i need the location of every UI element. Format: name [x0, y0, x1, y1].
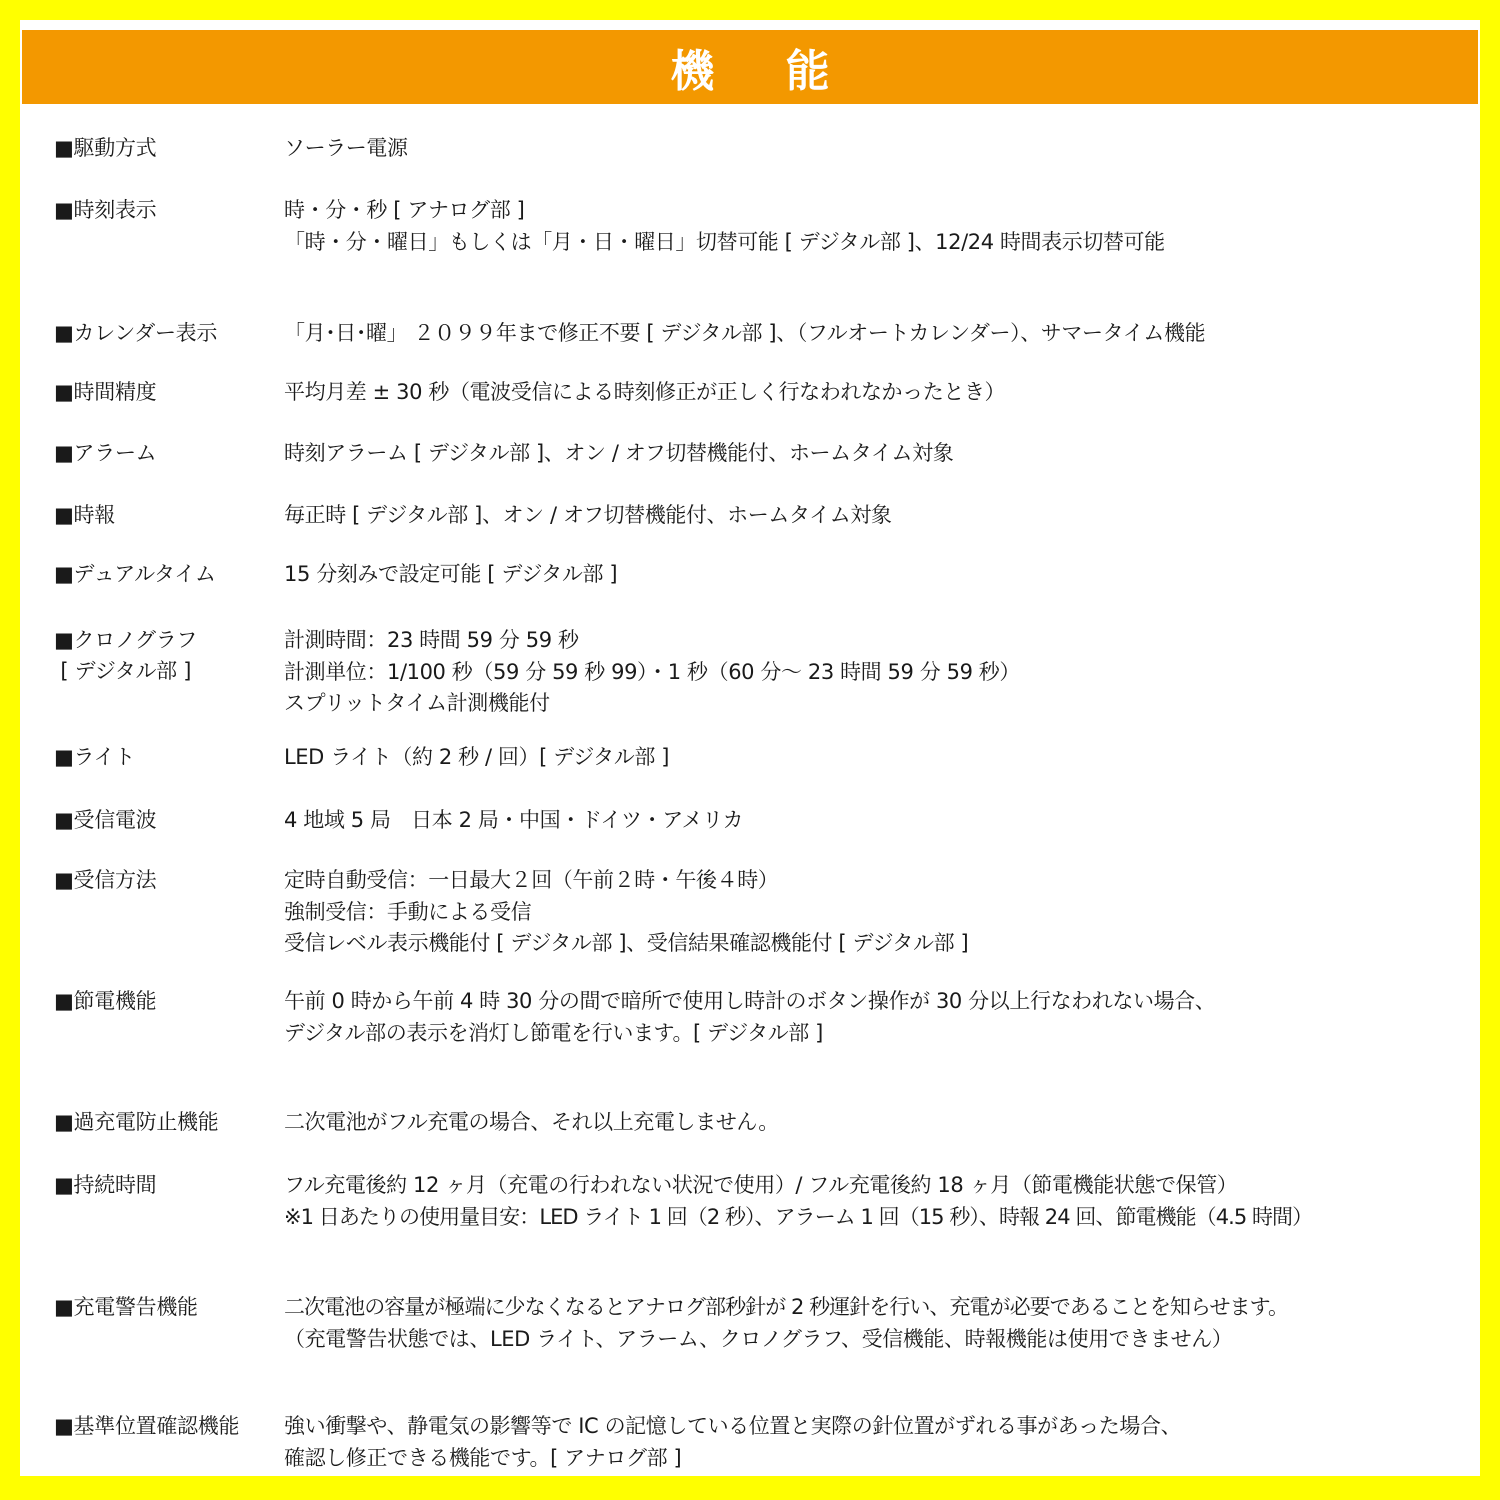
spec-value-line: ソーラー電源: [284, 136, 408, 160]
spec-value-line: 平均月差 ± 30 秒（電波受信による時刻修正が正しく行なわれなかったとき）: [284, 380, 1006, 404]
spec-value: [284, 438, 1474, 470]
spec-value-line: フル充電後約 12 ヶ月（充電の行われない状況で使用）/ フル充電後約 18 ヶ月（節電機能状態で保管）: [284, 1173, 1238, 1197]
spec-value: [284, 1107, 1474, 1139]
spec-value-line: 午前 0 時から午前 4 時 30 分の間で暗所で使用し時計のボタン操作が 30 分以上行なわれない場合、: [284, 989, 1216, 1013]
spec-label: ■受信方法: [54, 868, 157, 892]
spec-value-line: 定時自動受信：一日最大２回（午前２時・午後４時）: [284, 868, 779, 892]
spec-value: [284, 986, 1474, 1049]
spec-value: [284, 1292, 1474, 1355]
spec-label: ■クロノグラフ [ デジタル部 ]: [54, 628, 198, 683]
section-header: [22, 30, 1478, 104]
spec-label: ■時間精度: [54, 380, 157, 404]
spec-value-line: 強制受信：手動による受信: [284, 899, 532, 924]
spec-label: ■基準位置確認機能: [54, 1414, 240, 1438]
spec-value: [284, 377, 1474, 409]
spec-label: ■節電機能: [54, 989, 157, 1013]
spec-label: ■時報: [54, 503, 115, 527]
spec-value-line: スプリットタイム計測機能付: [284, 691, 550, 715]
spec-value: [284, 133, 1474, 165]
spec-value-line: 計測単位：1/100 秒（59 分 59 秒 99）・1 秒（60 分～ 23 時間 59 分 59 秒）: [284, 659, 1021, 684]
spec-value-line: 受信レベル表示機能付 [ デジタル部 ]、受信結果確認機能付 [ デジタル部 ]: [284, 931, 969, 955]
spec-value-line: 4 地域 5 局 日本 2 局・中国・ドイツ・アメリカ: [284, 808, 744, 832]
spec-label: ■充電警告機能: [54, 1295, 198, 1319]
spec-value: [284, 1411, 1474, 1474]
spec-label: ■デュアルタイム: [54, 562, 216, 586]
spec-label: ■アラーム: [54, 441, 157, 465]
spec-value: [284, 805, 1474, 837]
spec-value-line: ※1 日あたりの使用量目安：LED ライト 1 回（2 秒）、アラーム 1 回（15 秒）、時報 24 回、節電機能（4.5 時間）: [284, 1204, 1313, 1229]
spec-value-line: 計測時間：23 時間 59 分 59 秒: [284, 628, 579, 652]
spec-label: ■カレンダー表示: [54, 321, 218, 345]
spec-value-line: 毎正時 [ デジタル部 ]、オン / オフ切替機能付、ホームタイム対象: [284, 503, 892, 527]
spec-label: ■駆動方式: [54, 136, 157, 160]
spec-value-line: 時刻アラーム [ デジタル部 ]、オン / オフ切替機能付、ホームタイム対象: [284, 441, 954, 465]
spec-value-line: 強い衝撃や、静電気の影響等で IC の記憶している位置と実際の針位置がずれる事があった場合、: [284, 1414, 1182, 1438]
spec-value-line: デジタル部の表示を消灯し節電を行います。[ デジタル部 ]: [284, 1020, 823, 1045]
spec-value-line: 二次電池の容量が極端に少なくなるとアナログ部秒針が 2 秒運針を行い、充電が必要であることを知らせます。: [284, 1295, 1288, 1319]
spec-value: [284, 500, 1474, 532]
spec-value-line: 「時・分・曜日」もしくは「月・日・曜日」切替可能 [ デジタル部 ]、12/24 時間表示切替可能: [284, 229, 1165, 254]
spec-value: [284, 625, 1474, 720]
spec-value-line: 二次電池がフル充電の場合、それ以上充電しません。: [284, 1110, 779, 1134]
spec-label: ■ライト: [54, 745, 136, 769]
spec-label: ■受信電波: [54, 808, 157, 832]
spec-value: [284, 865, 1474, 960]
header-title: 機 能: [670, 46, 858, 97]
spec-value-line: 15 分刻みで設定可能 [ デジタル部 ]: [284, 562, 618, 586]
spec-value-line: LED ライト（約 2 秒 / 回）[ デジタル部 ]: [284, 745, 669, 769]
spec-value: [284, 318, 1474, 350]
spec-value-line: 確認し修正できる機能です。[ アナログ部 ]: [284, 1445, 682, 1470]
spec-value: [284, 195, 1474, 258]
spec-value: [284, 559, 1474, 591]
spec-label: ■過充電防止機能: [54, 1110, 219, 1134]
spec-label: ■持続時間: [54, 1173, 157, 1197]
spec-value-line: 「月･日･曜」 ２０９９年まで修正不要 [ デジタル部 ]、（フルオートカレンダー）、サマータイム機能: [284, 321, 1206, 345]
spec-value: [284, 1170, 1474, 1233]
spec-label: ■時刻表示: [54, 198, 157, 222]
spec-value: [284, 742, 1474, 774]
spec-value-line: 時・分・秒 [ アナログ部 ]: [284, 198, 525, 222]
spec-panel: [20, 20, 1480, 1476]
spec-value-line: （充電警告状態では、LED ライト、アラーム、クロノグラフ、受信機能、時報機能は使用できません）: [284, 1326, 1233, 1351]
